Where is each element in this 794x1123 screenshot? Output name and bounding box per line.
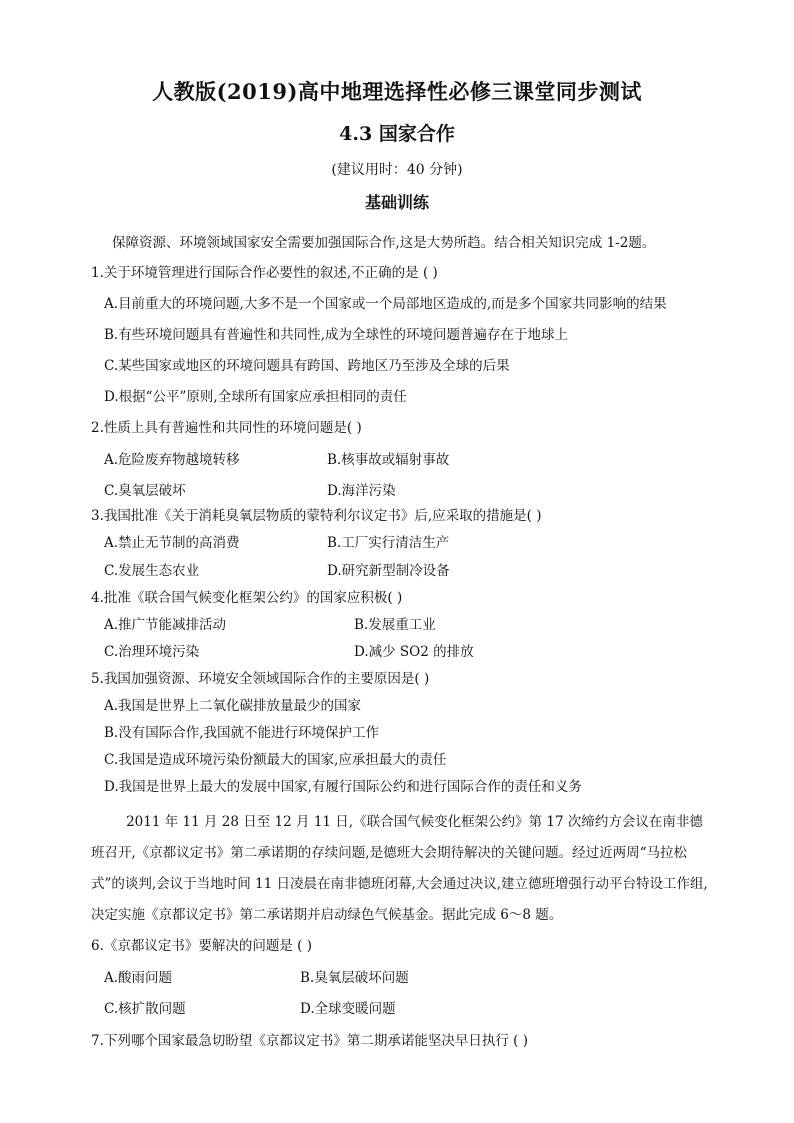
q2-option-c: C.臭氧层破坏 bbox=[104, 483, 186, 499]
q3-option-a: A.禁止无节制的高消费 bbox=[104, 535, 240, 551]
reading-passage: 2011 年 11 月 28 日至 12 月 11 日,《联合国气候变化框架公约》第 17 次缔约方会议在南非德班召开,《京都议定书》第二承诺期的存续问题,是德班大会期待解决的关键问题。经过近两周“马拉松式”的谈判,会议于当地时间 11 日凌晨在南非德班闭幕,大会通过决议,建立德班增强行动平台特设工作组,决定实施《京都议定书》第二承诺期并启动绿色气候基金。据此完成 6～8 题。 bbox=[91, 814, 708, 923]
q2-option-d: D.海洋污染 bbox=[327, 483, 396, 499]
q5-option-b: B.没有国际合作,我国就不能进行环境保护工作 bbox=[104, 725, 380, 741]
q3-option-d: D.研究新型制冷设备 bbox=[327, 563, 450, 579]
section-heading: 基础训练 bbox=[364, 193, 429, 212]
question-3: 3.我国批准《关于消耗臭氧层物质的蒙特利尔议定书》后,应采取的措施是( ) bbox=[91, 508, 542, 524]
question-5: 5.我国加强资源、环境安全领域国际合作的主要原因是( ) bbox=[91, 671, 430, 687]
q1-option-b: B.有些环境问题具有普遍性和共同性,成为全球性的环境问题普遍存在于地球上 bbox=[104, 327, 569, 343]
q5-option-c: C.我国是造成环境污染份额最大的国家,应承担最大的责任 bbox=[104, 752, 447, 768]
q4-option-a: A.推广节能减排活动 bbox=[104, 617, 227, 633]
q2-option-b: B.核事故或辐射事故 bbox=[327, 452, 450, 468]
q6-option-c: C.核扩散问题 bbox=[104, 1001, 186, 1017]
question-4: 4.批准《联合国气候变化框架公约》的国家应积极( ) bbox=[91, 590, 403, 606]
question-2: 2.性质上具有普遍性和共同性的环境问题是( ) bbox=[91, 420, 362, 436]
lesson-title: 4.3 国家合作 bbox=[339, 123, 455, 145]
q2-option-a: A.危险废弃物越境转移 bbox=[104, 452, 240, 468]
question-6: 6.《京都议定书》要解决的问题是 ( ) bbox=[91, 938, 312, 954]
question-1: 1.关于环境管理进行国际合作必要性的叙述,不正确的是 ( ) bbox=[91, 265, 438, 281]
intro-text: 保障资源、环境领域国家安全需要加强国际合作,这是大势所趋。结合相关知识完成 1-2题。 bbox=[112, 235, 656, 251]
q6-option-b: B.臭氧层破坏问题 bbox=[300, 970, 409, 986]
q1-option-a: A.目前重大的环境问题,大多不是一个国家或一个局部地区造成的,而是多个国家共同影响的结果 bbox=[104, 296, 667, 312]
q4-option-c: C.治理环境污染 bbox=[104, 644, 200, 660]
q1-option-c: C.某些国家或地区的环境问题具有跨国、跨地区乃至涉及全球的后果 bbox=[104, 358, 510, 374]
q3-option-b: B.工厂实行清洁生产 bbox=[327, 535, 450, 551]
q1-option-d: D.根据“公平”原则,全球所有国家应承担相同的责任 bbox=[104, 389, 407, 405]
q5-option-d: D.我国是世界上最大的发展中国家,有履行国际公约和进行国际合作的责任和义务 bbox=[104, 779, 582, 795]
question-7: 7.下列哪个国家最急切盼望《京都议定书》第二期承诺能坚决早日执行 ( ) bbox=[91, 1033, 528, 1049]
time-note: (建议用时：40 分钟) bbox=[331, 162, 463, 178]
q4-option-b: B.发展重工业 bbox=[354, 617, 436, 633]
q5-option-a: A.我国是世界上二氧化碳排放量最少的国家 bbox=[104, 698, 362, 714]
q3-option-c: C.发展生态农业 bbox=[104, 563, 200, 579]
q6-option-a: A.酸雨问题 bbox=[104, 970, 173, 986]
q6-option-d: D.全球变暖问题 bbox=[300, 1001, 396, 1017]
q4-option-d: D.减少 SO2 的排放 bbox=[354, 644, 474, 660]
page-title: 人教版(2019)高中地理选择性必修三课堂同步测试 bbox=[152, 79, 642, 104]
